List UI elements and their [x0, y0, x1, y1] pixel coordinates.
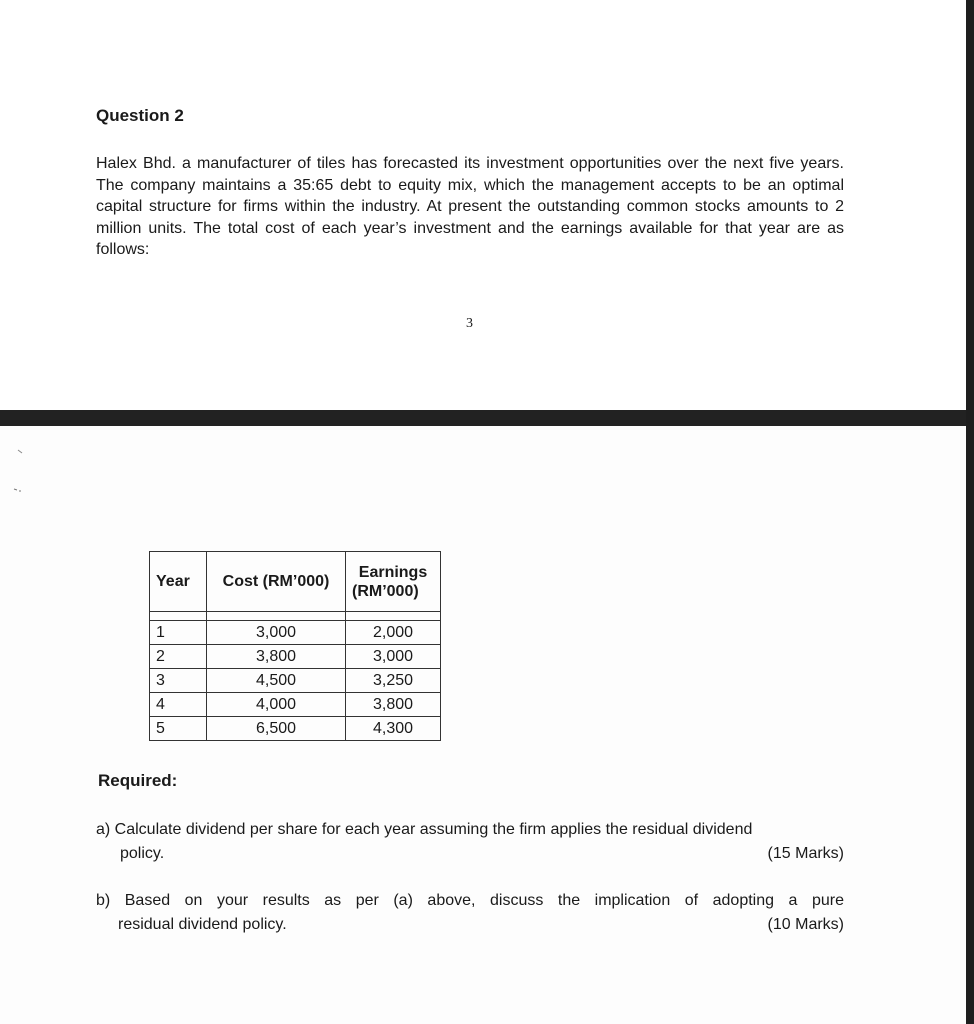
- header-year: Year: [150, 552, 207, 612]
- part-a-line1: a) Calculate dividend per share for each year assuming the firm applies the residual dividend: [96, 821, 753, 838]
- page-divider: [0, 410, 974, 426]
- table-row: [150, 621, 441, 645]
- header-cost: Cost (RM’000): [207, 552, 346, 612]
- table-gap-row: [150, 612, 441, 621]
- cell-year: 5: [150, 717, 207, 741]
- cell-earnings: 4,300: [346, 717, 441, 741]
- scan-specks: [12, 444, 24, 504]
- cell-earnings: 2,000: [346, 621, 441, 645]
- cell-earnings: 3,250: [346, 669, 441, 693]
- cell-cost: 4,500: [207, 669, 346, 693]
- part-b-line2-row: [96, 913, 844, 937]
- table-row: [150, 645, 441, 669]
- part-b: [96, 889, 844, 937]
- table-row: [150, 669, 441, 693]
- cell-year: 1: [150, 621, 207, 645]
- part-a-line2: policy.: [120, 845, 165, 862]
- cell-year: 3: [150, 669, 207, 693]
- question-title: Question 2: [96, 106, 184, 125]
- cell-cost: 6,500: [207, 717, 346, 741]
- question-paragraph: Halex Bhd. a manufacturer of tiles has forecasted its investment opportunities over the next five years. The company maintains a 35:65 debt to equity mix, which the management accepts to be an optimal capital structure for firms within the industry. At present the outstanding common stocks amounts to 2 million units. The total cost of each year’s investment and the earnings available for that year are as follows:: [96, 155, 844, 258]
- page-number: 3: [466, 316, 473, 331]
- cell-year: 4: [150, 693, 207, 717]
- part-b-marks: (10 Marks): [767, 916, 844, 933]
- part-b-line2: residual dividend policy.: [118, 916, 287, 933]
- cell-cost: 3,800: [207, 645, 346, 669]
- part-a: [96, 818, 844, 866]
- part-a-line2-row: [96, 842, 844, 866]
- table-header-row: [150, 552, 441, 612]
- table-row: [150, 717, 441, 741]
- cell-earnings: 3,000: [346, 645, 441, 669]
- table-row: [150, 693, 441, 717]
- investment-table: [149, 551, 441, 741]
- header-earnings-line2: (RM’000): [352, 582, 419, 600]
- cell-cost: 4,000: [207, 693, 346, 717]
- right-edge-shadow: [966, 0, 974, 1024]
- header-earnings-line1: Earnings: [358, 563, 428, 581]
- cell-cost: 3,000: [207, 621, 346, 645]
- header-earnings: [346, 552, 441, 612]
- required-heading: Required:: [98, 771, 178, 790]
- part-a-marks: (15 Marks): [767, 845, 844, 862]
- part-b-line1: b) Based on your results as per (a) above, discuss the implication of adopting a pure: [96, 892, 844, 909]
- cell-earnings: 3,800: [346, 693, 441, 717]
- cell-year: 2: [150, 645, 207, 669]
